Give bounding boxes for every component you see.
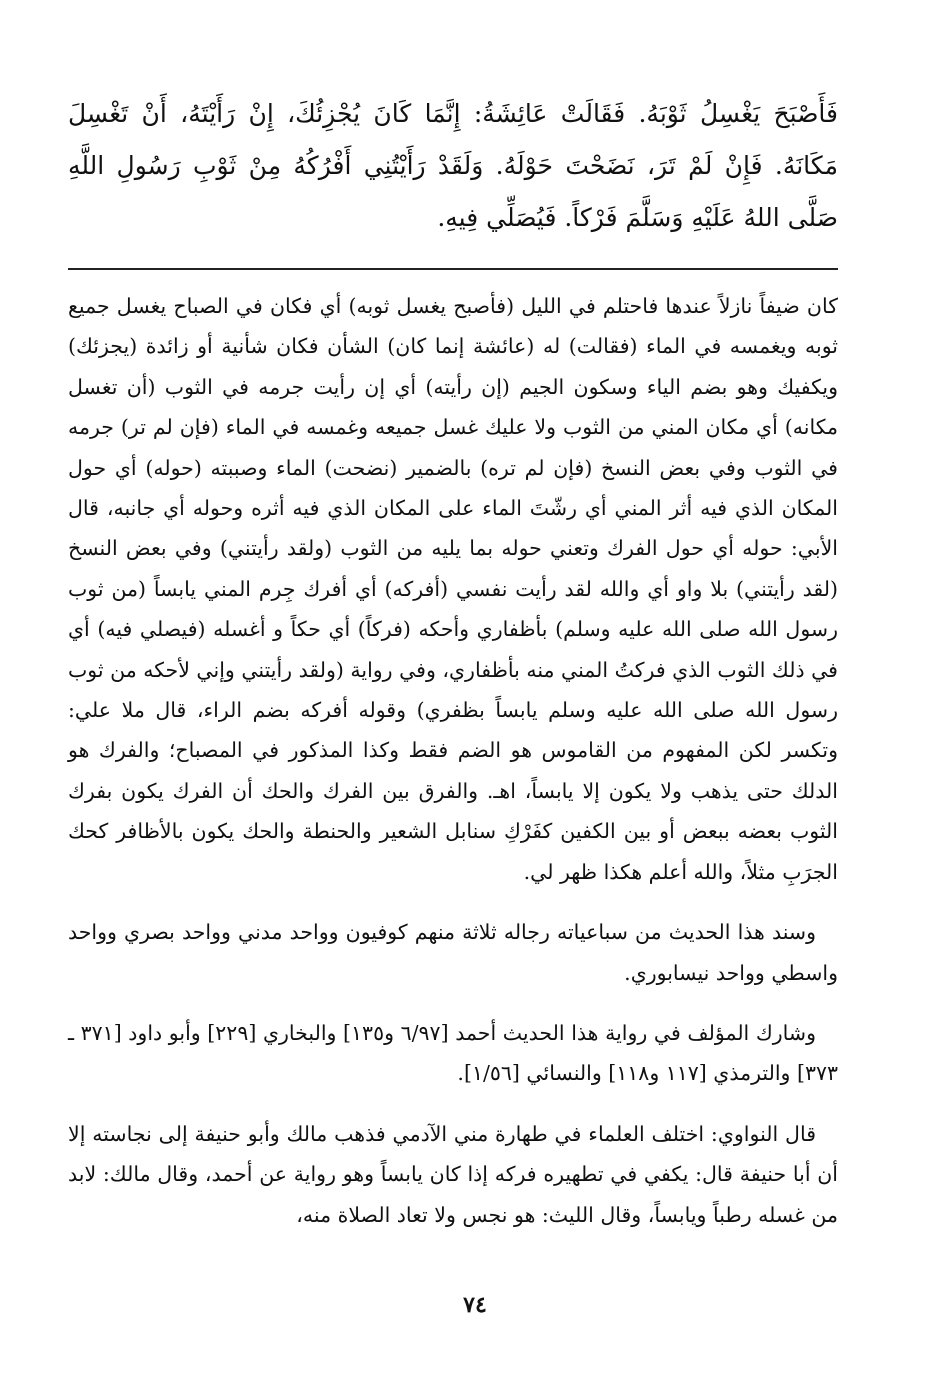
hadith-text: فَأَصْبَحَ يَغْسِلُ ثَوْبَهُ. فَقَالَتْ عَائِشَةُ: إِنَّمَا كَانَ يُجْزِئُكَ، إِنْ رَأَيْتَهُ، أَنْ تَغْسِلَ مَكَانَهُ. فَإِنْ لَمْ تَرَ، نَضَحْتَ حَوْلَهُ. وَلَقَدْ رَأَيْتُنِي أَفْرُكُهُ مِنْ ثَوْبِ رَسُولِ اللَّهِ صَلَّى اللهُ عَلَيْهِ وَسَلَّمَ فَرْكاً. فَيُصَلِّي فِيهِ. [68, 99, 838, 232]
sharing-paragraph: وشارك المؤلف في رواية هذا الحديث أحمد [٦/٩٧ و١٣٥] والبخاري [٢٢٩] وأبو داود [٣٧١ ـ ٣٧٣] والترمذي [١١٧ و١١٨] والنسائي [١/٥٦]. [68, 1020, 838, 1086]
commentary-paragraph: كان ضيفاً نازلاً عندها فاحتلم في الليل (فأصبح يغسل ثوبه) أي فكان في الصباح يغسل جميع ثوبه ويغمسه في الماء (فقالت) له (عائشة إنما كان) الشأن فكان شأنية أو زائدة (يجزئك) ويكفيك وهو بضم الياء وسكون الجيم (إن رأيته) أي إن رأيت جرمه في الثوب (أن تغسل مكانه) أي مكان المني من الثوب ولا عليك غسل جميعه وغمسه في الماء (فإن لم تر) جرمه في الثوب وفي بعض النسخ (فإن لم تره) بالضمير (نضحت) الماء وصببته (حوله) أي حول المكان الذي فيه أثر المني أي رشّتَ الماء على المكان الذي فيه أثره وحوله أي جانبه، قال الأبي: حوله أي حول الفرك وتعني حوله بما يليه من الثوب (ولقد رأيتني) وفي بعض النسخ (لقد رأيتني) بلا واو أي والله لقد رأيت نفسي (أفركه) أي أفرك جِرم المني يابساً (من ثوب رسول الله صلى الله عليه وسلم) بأظفاري وأحكه (فركاً) أي حكاً و أغسله (فيصلي فيه) أي في ذلك الثوب الذي فركتُ المني منه بأظفاري، وفي رواية (ولقد رأيتني وإني لأحكه من ثوب رسول الله صلى الله عليه وسلم يابساً بظفري) وقوله أفركه بضم الراء، قال ملا علي: وتكسر لكن المفهوم من القاموس هو الضم فقط وكذا المذكور في المصباح؛ والفرك هو الدلك حتى يذهب ولا يكون إلا يابساً، اهـ. والفرق بين الفرك والحك أن الفرك يكون بفرك الثوب بعضه ببعض أو بين الكفين كفَرْكِ سنابل الشعير والحنطة والحك يكون بالأظافر كحك الجرَبِ مثلاً، والله أعلم هكذا ظهر لي. [68, 294, 838, 884]
isnad-paragraph: وسند هذا الحديث من سباعياته رجاله ثلاثة منهم كوفيون وواحد مدني وواحد بصري وواحد واسطي وواحد نيسابوري. [68, 920, 838, 985]
nawawi-paragraph: قال النواوي: اختلف العلماء في طهارة مني الآدمي فذهب مالك وأبو حنيفة إلى نجاسته إلا أن أبا حنيفة قال: يكفي في تطهيره فركه إذا كان يابساً وهو رواية عن أحمد، وقال مالك: لابد من غسله رطباً ويابساً، وقال الليث: هو نجس ولا تعاد الصلاة منه، [68, 1121, 838, 1227]
separator-line [68, 268, 838, 270]
page-number: ٧٤ [463, 1292, 487, 1318]
book-page [68, 88, 838, 1338]
